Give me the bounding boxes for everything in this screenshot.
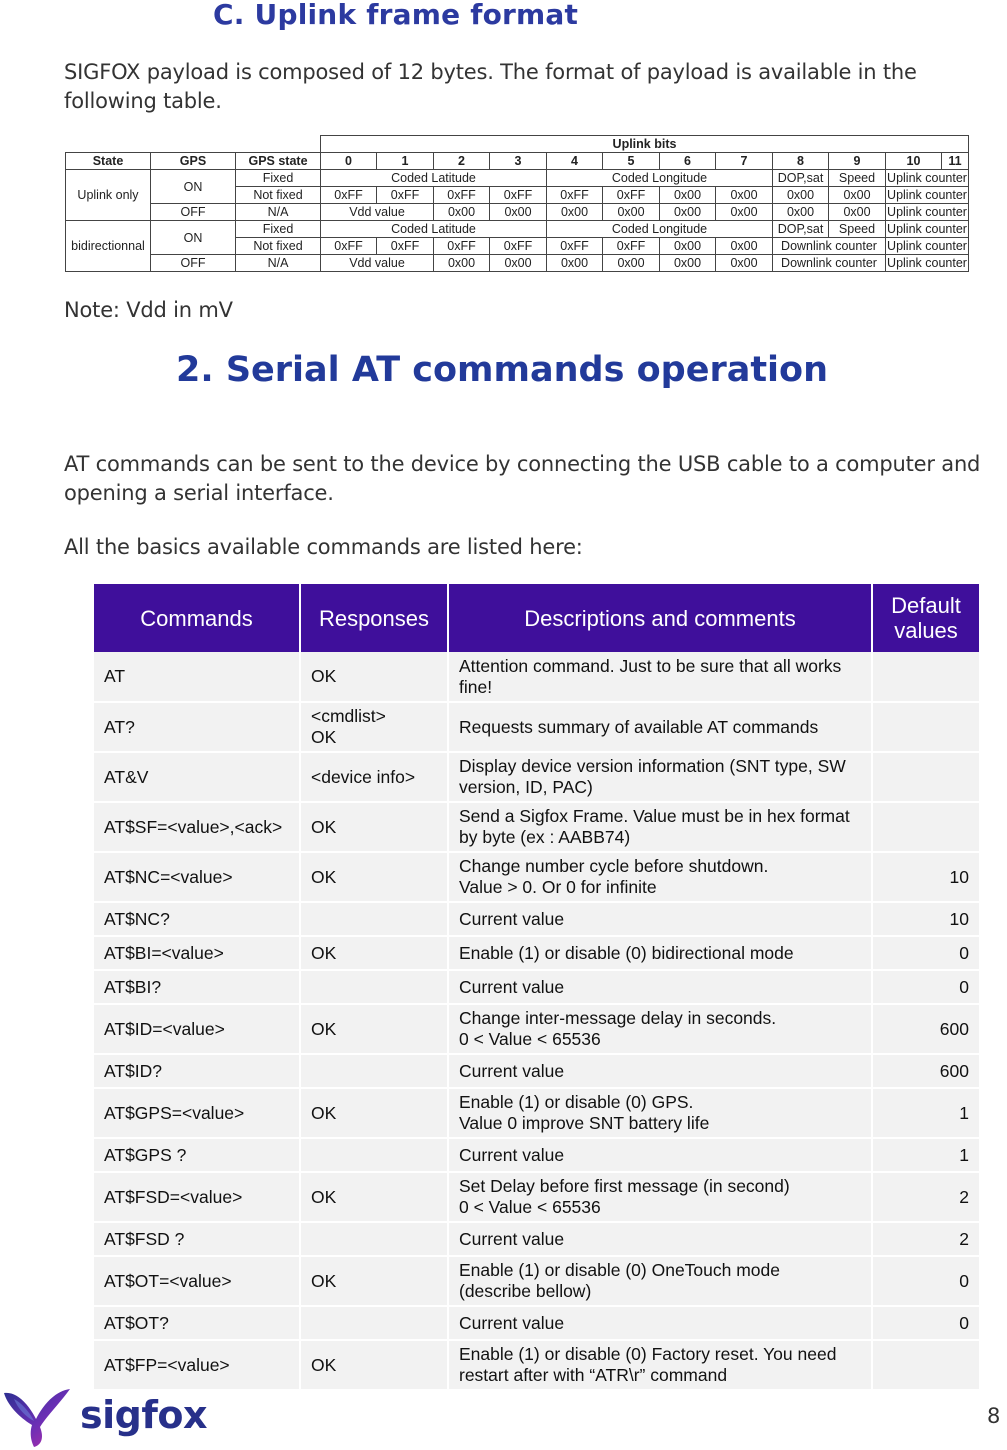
response-cell: OK	[300, 1088, 448, 1138]
uplink-counter-cell: Uplink counter	[887, 256, 967, 270]
state-cell: Uplink only	[66, 170, 151, 221]
gps-state-cell: Fixed	[236, 221, 321, 238]
byte-cell: 0x00	[603, 204, 660, 221]
command-cell: AT$NC=<value>	[94, 852, 300, 902]
command-cell: AT$ID=<value>	[94, 1004, 300, 1054]
default-value-cell: 0	[872, 970, 979, 1004]
coded-latitude-cell: Coded Latitude	[321, 170, 547, 187]
command-row	[94, 1054, 979, 1088]
byte-cell: 0xFF	[377, 187, 434, 204]
gps-state-cell: N/A	[236, 204, 321, 221]
uplink-counter-cell: Uplink counter	[887, 171, 967, 185]
byte-cell: 0x00	[660, 255, 716, 272]
description-cell: Current value	[448, 902, 872, 936]
byte-cell: 0xFF	[434, 238, 490, 255]
default-value-cell: 10	[872, 902, 979, 936]
command-row	[94, 702, 979, 752]
gps-state-cell: Not fixed	[236, 238, 321, 255]
speed-cell: Speed	[829, 170, 886, 187]
command-cell: AT$BI=<value>	[94, 936, 300, 970]
description-cell: Enable (1) or disable (0) OneTouch mode (describe bellow)	[448, 1256, 872, 1306]
bits-col-header: 10	[886, 153, 942, 170]
description-cell: Enable (1) or disable (0) Factory reset. You need restart after with “ATR\r” command	[448, 1340, 872, 1390]
uplink-counter-cell: Uplink counter	[887, 239, 967, 253]
default-value-cell	[872, 802, 979, 852]
description-cell: Current value	[448, 1138, 872, 1172]
byte-cell: 0x00	[716, 187, 773, 204]
coded-longitude-cell: Coded Longitude	[547, 221, 773, 238]
header-descriptions: Descriptions and comments	[448, 584, 872, 652]
coded-longitude-cell: Coded Longitude	[547, 170, 773, 187]
byte-cell: 0xFF	[603, 238, 660, 255]
default-value-cell: 10	[872, 852, 979, 902]
default-value-cell: 2	[872, 1222, 979, 1256]
byte-cell: 0x00	[660, 204, 716, 221]
header-responses: Responses	[300, 584, 448, 652]
downlink-counter-cell: Downlink counter	[773, 255, 886, 272]
default-value-cell: 0	[872, 1306, 979, 1340]
command-row	[94, 1340, 979, 1390]
dop-sat-cell: DOP,sat	[773, 170, 829, 187]
byte-cell: 0x00	[773, 187, 829, 204]
byte-cell: 0xFF	[547, 187, 603, 204]
description-cell: Enable (1) or disable (0) GPS. Value 0 improve SNT battery life	[448, 1088, 872, 1138]
byte-cell: 0x00	[490, 255, 547, 272]
description-cell: Change number cycle before shutdown. Value > 0. Or 0 for infinite	[448, 852, 872, 902]
bits-col-header: 2	[434, 153, 490, 170]
byte-cell: 0x00	[547, 204, 603, 221]
gps-cell: ON	[151, 221, 236, 255]
response-cell	[300, 1054, 448, 1088]
byte-cell: 0x00	[716, 255, 773, 272]
bits-col-header: 3	[490, 153, 547, 170]
description-cell: Send a Sigfox Frame. Value must be in hex format by byte (ex : AABB74)	[448, 802, 872, 852]
response-cell	[300, 1222, 448, 1256]
command-row	[94, 1256, 979, 1306]
command-row	[94, 902, 979, 936]
command-row	[94, 802, 979, 852]
byte-cell: 0x00	[434, 255, 490, 272]
command-cell: AT$FSD=<value>	[94, 1172, 300, 1222]
command-row	[94, 1306, 979, 1340]
bits-col-header: 0	[321, 153, 377, 170]
description-cell: Current value	[448, 1306, 872, 1340]
command-cell: AT$FP=<value>	[94, 1340, 300, 1390]
byte-cell: 0xFF	[434, 187, 490, 204]
description-cell: Display device version information (SNT type, SW version, ID, PAC)	[448, 752, 872, 802]
default-value-cell: 600	[872, 1054, 979, 1088]
bits-col-header: GPS	[151, 153, 236, 170]
command-row	[94, 1222, 979, 1256]
byte-cell: 0x00	[660, 187, 716, 204]
byte-cell: 0x00	[716, 204, 773, 221]
byte-cell: 0xFF	[321, 187, 377, 204]
byte-cell: 0xFF	[377, 238, 434, 255]
response-cell: OK	[300, 1340, 448, 1390]
byte-cell: 0xFF	[321, 238, 377, 255]
default-value-cell: 1	[872, 1088, 979, 1138]
command-row	[94, 852, 979, 902]
uplink-counter-cell: Uplink counter	[887, 222, 967, 236]
byte-cell: 0x00	[660, 238, 716, 255]
description-cell: Change inter-message delay in seconds. 0 < Value < 65536	[448, 1004, 872, 1054]
description-cell: Attention command. Just to be sure that all works fine!	[448, 652, 872, 702]
command-cell: AT$BI?	[94, 970, 300, 1004]
command-cell: AT$SF=<value>,<ack>	[94, 802, 300, 852]
header-default-values: Default values	[872, 584, 979, 652]
gps-cell: ON	[151, 170, 236, 204]
vdd-value-cell: Vdd value	[321, 204, 434, 221]
downlink-counter-cell: Downlink counter	[773, 238, 886, 255]
byte-cell: 0xFF	[603, 187, 660, 204]
bits-col-header: State	[66, 153, 151, 170]
at-commands-table	[94, 584, 979, 1391]
uplink-bits-header: Uplink bits	[321, 136, 969, 153]
default-value-cell: 2	[872, 1172, 979, 1222]
dop-sat-cell: DOP,sat	[773, 221, 829, 238]
commands-header-row	[94, 584, 979, 652]
gps-state-cell: Not fixed	[236, 187, 321, 204]
command-row	[94, 652, 979, 702]
gps-cell: OFF	[151, 204, 236, 221]
uplink-counter-cell: Uplink counter	[887, 205, 967, 219]
response-cell	[300, 1306, 448, 1340]
uplink-bits-table	[65, 135, 969, 272]
byte-cell: 0x00	[829, 187, 886, 204]
byte-cell: 0x00	[603, 255, 660, 272]
response-cell: OK	[300, 852, 448, 902]
default-value-cell	[872, 702, 979, 752]
byte-cell: 0xFF	[490, 187, 547, 204]
response-cell: OK	[300, 802, 448, 852]
byte-cell: 0xFF	[490, 238, 547, 255]
command-cell: AT$NC?	[94, 902, 300, 936]
default-value-cell: 1	[872, 1138, 979, 1172]
response-cell: OK	[300, 652, 448, 702]
command-cell: AT&V	[94, 752, 300, 802]
description-cell: Current value	[448, 1222, 872, 1256]
intro-paragraph: SIGFOX payload is composed of 12 bytes. The format of payload is available in the following table.	[64, 60, 917, 113]
speed-cell: Speed	[829, 221, 886, 238]
default-value-cell	[872, 1340, 979, 1390]
byte-cell: 0x00	[829, 204, 886, 221]
bits-col-header: 8	[773, 153, 829, 170]
command-cell: AT$OT?	[94, 1306, 300, 1340]
bits-col-header: GPS state	[236, 153, 321, 170]
coded-latitude-cell: Coded Latitude	[321, 221, 547, 238]
byte-cell: 0x00	[547, 255, 603, 272]
bits-col-header: 7	[716, 153, 773, 170]
command-row	[94, 1004, 979, 1054]
gps-cell: OFF	[151, 255, 236, 272]
state-cell: bidirectionnal	[66, 221, 151, 272]
bits-col-header: 5	[603, 153, 660, 170]
description-cell: Set Delay before first message (in second) 0 < Value < 65536	[448, 1172, 872, 1222]
description-cell: Requests summary of available AT commands	[448, 702, 872, 752]
response-cell: <cmdlist> OK	[300, 702, 448, 752]
commands-list-intro: All the basics available commands are listed here:	[64, 535, 583, 559]
response-cell: OK	[300, 936, 448, 970]
command-row	[94, 936, 979, 970]
default-value-cell: 0	[872, 936, 979, 970]
command-cell: AT$ID?	[94, 1054, 300, 1088]
response-cell	[300, 970, 448, 1004]
bits-col-header: 1	[377, 153, 434, 170]
response-cell: OK	[300, 1004, 448, 1054]
section-2-title: 2. Serial AT commands operation	[176, 350, 829, 390]
command-row	[94, 970, 979, 1004]
response-cell: <device info>	[300, 752, 448, 802]
byte-cell: 0x00	[773, 204, 829, 221]
gps-state-cell: Fixed	[236, 170, 321, 187]
sigfox-logo-text: sigfox	[80, 1393, 207, 1437]
note-vdd: Note: Vdd in mV	[64, 298, 233, 322]
description-cell: Current value	[448, 1054, 872, 1088]
response-cell: OK	[300, 1172, 448, 1222]
byte-cell: 0x00	[434, 204, 490, 221]
command-row	[94, 1138, 979, 1172]
command-cell: AT$FSD ?	[94, 1222, 300, 1256]
default-value-cell	[872, 652, 979, 702]
default-value-cell: 600	[872, 1004, 979, 1054]
section-c-title: C. Uplink frame format	[213, 0, 579, 31]
page-number: 8	[987, 1404, 1001, 1428]
gps-state-cell: N/A	[236, 255, 321, 272]
command-row	[94, 1172, 979, 1222]
response-cell: OK	[300, 1256, 448, 1306]
command-cell: AT$GPS ?	[94, 1138, 300, 1172]
bits-col-header: 6	[660, 153, 716, 170]
at-intro-paragraph: AT commands can be sent to the device by connecting the USB cable to a computer and opening a serial interface.	[64, 452, 981, 505]
bits-col-header: 11	[942, 153, 969, 170]
bits-col-header: 9	[829, 153, 886, 170]
description-cell: Current value	[448, 970, 872, 1004]
response-cell	[300, 902, 448, 936]
command-row	[94, 752, 979, 802]
byte-cell: 0xFF	[547, 238, 603, 255]
vdd-value-cell: Vdd value	[321, 255, 434, 272]
default-value-cell	[872, 752, 979, 802]
byte-cell: 0x00	[716, 238, 773, 255]
byte-cell: 0x00	[490, 204, 547, 221]
description-cell: Enable (1) or disable (0) bidirectional mode	[448, 936, 872, 970]
command-row	[94, 1088, 979, 1138]
command-cell: AT?	[94, 702, 300, 752]
bits-col-header: 4	[547, 153, 603, 170]
default-value-cell: 0	[872, 1256, 979, 1306]
header-commands: Commands	[94, 584, 300, 652]
response-cell	[300, 1138, 448, 1172]
uplink-counter-cell: Uplink counter	[887, 188, 967, 202]
command-cell: AT$GPS=<value>	[94, 1088, 300, 1138]
command-cell: AT	[94, 652, 300, 702]
command-cell: AT$OT=<value>	[94, 1256, 300, 1306]
